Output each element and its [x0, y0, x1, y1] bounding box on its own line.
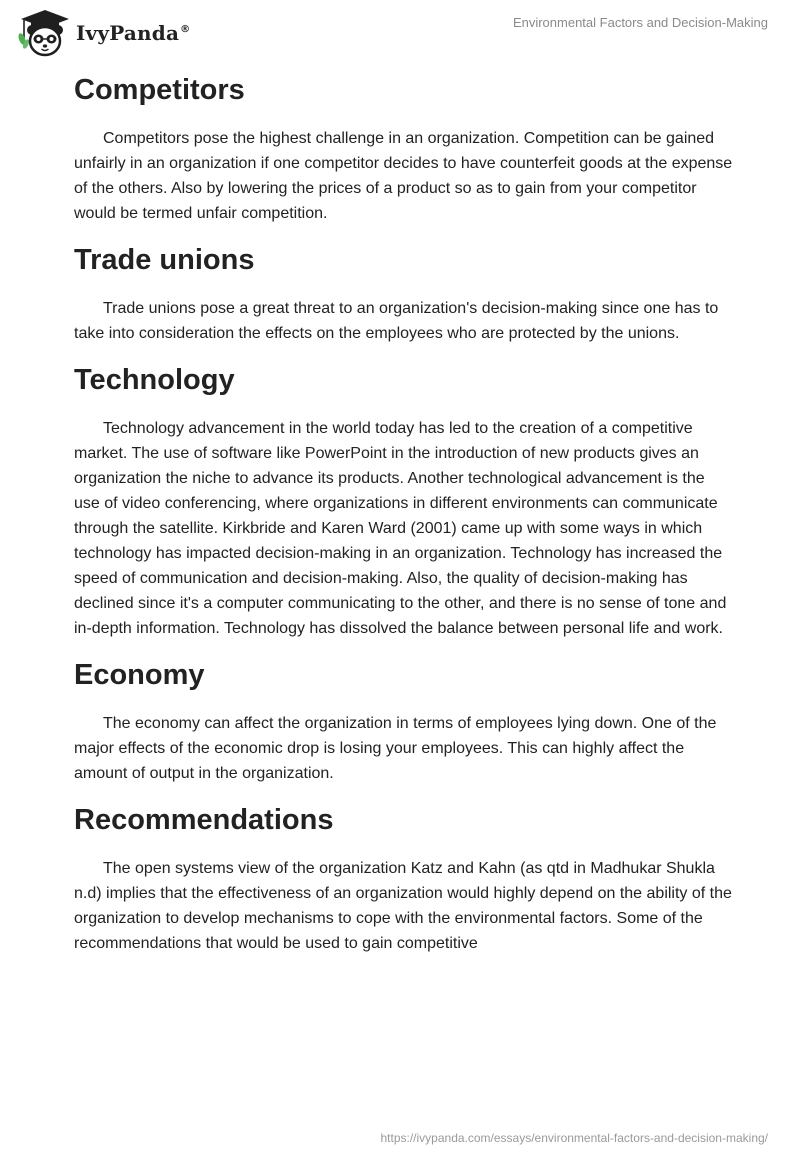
section-technology — [74, 362, 734, 641]
section-paragraph: The economy can affect the organization in terms of employees lying down. One of the major effects of the economic drop is losing your employees. This can highly affect the amount of output in the organization. — [74, 715, 717, 782]
ivypanda-logo[interactable] — [16, 8, 190, 58]
section-paragraph: Competitors pose the highest challenge in an organization. Competition can be gained unfairly in an organization if one competitor decides to have counterfeit goods at the expense of the others. Also by lowering the prices of a product so as to gain from your competitor would be termed unfair competition. — [74, 130, 733, 222]
section-paragraph: The open systems view of the organization Katz and Kahn (as qtd in Madhukar Shukla n.d) implies that the effectiveness of an organization would highly depend on the ability of the organization to develop mechanisms to cope with the environmental factors. Some of the recommendations that would be used to gain competitive — [74, 860, 732, 952]
section-heading: Economy — [74, 659, 205, 691]
section-heading: Competitors — [74, 74, 245, 106]
section-paragraph: Technology advancement in the world today has led to the creation of a competitive market. The use of software like PowerPoint in the introduction of new products gives an organization the niche to advance its products. Another technological advancement is the use of video conferencing, where organizations in different environments can communicate through the satellite. Kirkbride and Karen Ward (2001) came up with some ways in which technology has impacted decision-making in an organization. Technology has increased the speed of communication and decision-making. Also, the quality of decision-making has declined since it's a computer communicating to the other, and there is no sense of tone and in-depth information. Technology has dissolved the balance between personal life and work. — [74, 420, 727, 637]
panda-logo-icon — [16, 8, 74, 58]
section-heading: Trade unions — [74, 244, 255, 276]
source-url[interactable]: https://ivypanda.com/essays/environmental-factors-and-decision-making/ — [380, 1131, 768, 1145]
section-heading: Technology — [74, 364, 235, 396]
section-heading: Recommendations — [74, 804, 334, 836]
section-economy — [74, 657, 734, 786]
section-recommendations — [74, 802, 734, 956]
section-trade-unions — [74, 242, 734, 346]
running-title: Environmental Factors and Decision-Making — [512, 15, 768, 30]
essay-content — [74, 72, 734, 972]
registered-mark: ® — [180, 24, 191, 36]
page-header — [0, 0, 800, 70]
section-competitors — [74, 72, 734, 226]
section-paragraph: Trade unions pose a great threat to an organization's decision-making since one has to take into consideration the effects on the employees who are protected by the unions. — [74, 300, 719, 342]
brand-name: IvyPanda® — [76, 21, 191, 45]
